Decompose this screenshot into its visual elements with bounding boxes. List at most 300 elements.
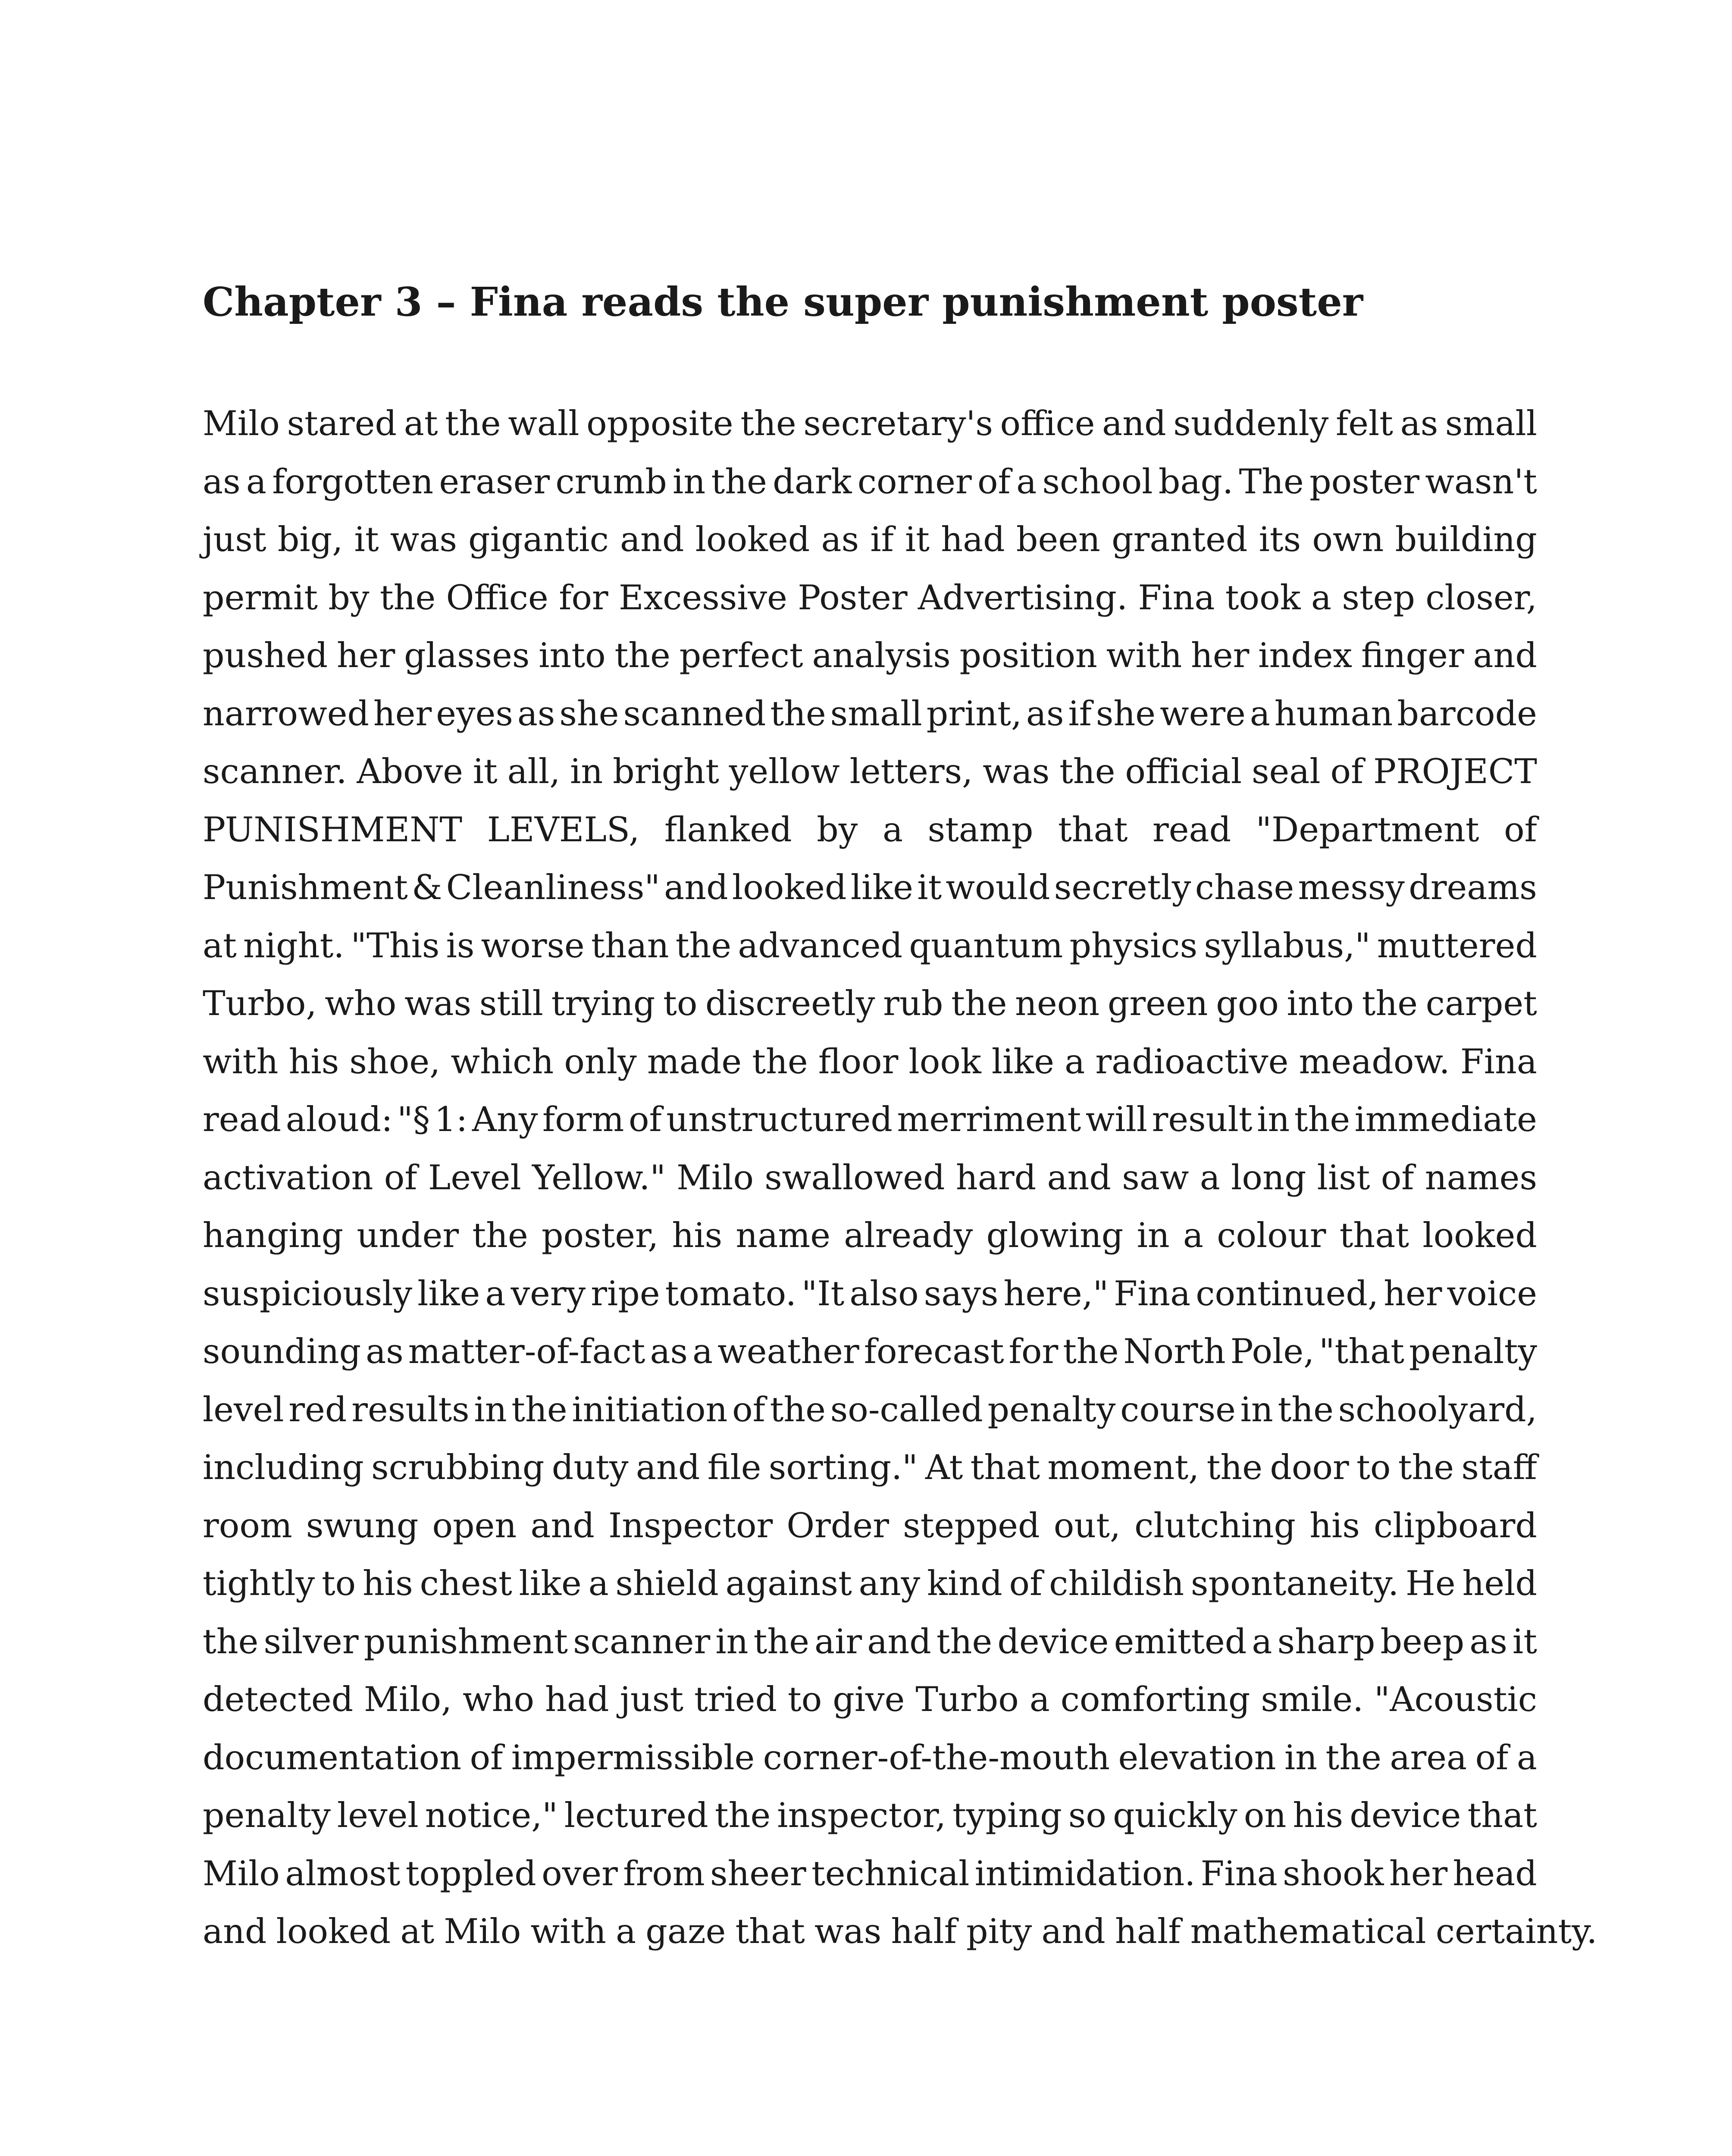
word: against <box>725 1564 852 1603</box>
word: intimidation. <box>974 1853 1196 1893</box>
word: and <box>620 520 684 559</box>
word: so-called <box>830 1389 983 1429</box>
text-line <box>203 801 1537 859</box>
word: 1: <box>434 1100 468 1139</box>
word: yellow <box>729 752 840 791</box>
word: step <box>1342 577 1415 617</box>
text-line <box>203 975 1537 1033</box>
word: a <box>882 809 903 849</box>
word: smile. <box>1261 1680 1364 1719</box>
word: a <box>1016 461 1037 501</box>
word: of <box>628 1100 662 1139</box>
word: meadow. <box>1299 1041 1450 1081</box>
word: discreetly <box>705 984 875 1023</box>
text-line <box>203 1438 1537 1497</box>
word: his <box>1293 1796 1344 1835</box>
word: gigantic <box>468 520 609 559</box>
word: sharp <box>1277 1621 1375 1661</box>
word: advanced <box>738 925 903 965</box>
text-line <box>203 1149 1537 1207</box>
word: red <box>288 1389 347 1429</box>
word: been <box>1016 520 1100 559</box>
word: eraser <box>439 461 550 501</box>
word: aloud: <box>285 1100 393 1139</box>
word: Advertising. <box>918 577 1128 617</box>
word: like <box>991 1041 1055 1081</box>
text-line <box>203 859 1537 917</box>
word: who <box>325 984 397 1023</box>
word: a <box>1200 1157 1220 1197</box>
word: silver <box>263 1621 359 1661</box>
word: "This <box>351 925 440 965</box>
word: almost <box>285 1853 401 1893</box>
word: Fina <box>1138 577 1215 617</box>
word: course <box>1120 1389 1236 1429</box>
word: a <box>692 1332 713 1371</box>
word: Cleanliness" <box>446 868 660 907</box>
word: hanging <box>203 1216 344 1255</box>
word: would <box>946 868 1050 907</box>
word: stamp <box>927 809 1034 849</box>
text-line <box>203 1206 1537 1265</box>
word: opposite <box>586 404 733 443</box>
word: made <box>647 1041 742 1081</box>
word: Order <box>786 1505 889 1545</box>
word: Office <box>446 577 548 617</box>
word: syllabus," <box>1204 925 1371 965</box>
word: of <box>470 1737 503 1777</box>
word: it <box>1512 1621 1537 1661</box>
word: seal <box>1251 752 1321 791</box>
word: physics <box>1069 925 1198 965</box>
word: her <box>373 693 432 733</box>
word: poster, <box>541 1216 659 1255</box>
word: just <box>203 520 266 559</box>
word: here," <box>1003 1273 1109 1313</box>
word: with <box>1106 636 1182 675</box>
word: under <box>357 1216 459 1255</box>
word: in <box>1240 1389 1273 1429</box>
word: impermissible <box>511 1737 755 1777</box>
word: Level <box>428 1157 521 1197</box>
word: colour <box>1217 1216 1326 1255</box>
word: detected <box>203 1680 354 1719</box>
word: glasses <box>404 636 530 675</box>
word: if <box>1068 693 1092 733</box>
word: results <box>351 1389 470 1429</box>
word: result <box>1152 1100 1253 1139</box>
word: and <box>636 1448 700 1487</box>
word: like <box>519 1564 582 1603</box>
word: the <box>1325 1737 1381 1777</box>
word: give <box>833 1680 905 1719</box>
word: shield <box>615 1564 719 1603</box>
word: Milo <box>677 1157 754 1197</box>
text-line <box>203 917 1537 975</box>
word: tightly <box>203 1564 315 1603</box>
word: already <box>844 1216 973 1255</box>
word: as <box>1400 404 1438 443</box>
word: night. <box>243 925 345 965</box>
word: in <box>1137 1216 1170 1255</box>
word: the <box>770 1389 826 1429</box>
word: typing <box>952 1796 1062 1835</box>
word: still <box>479 984 543 1023</box>
word: in <box>1257 1100 1290 1139</box>
word: as <box>1469 1621 1507 1661</box>
word: narrowed <box>203 693 370 733</box>
word: clutching <box>1134 1505 1296 1545</box>
word: quantum <box>909 925 1063 965</box>
word: comforting <box>1060 1680 1250 1719</box>
word: the <box>770 693 826 733</box>
word: name <box>736 1216 831 1255</box>
word: corner <box>857 461 972 501</box>
word: matter-of-fact <box>408 1332 645 1371</box>
word: at <box>400 1912 435 1951</box>
word: notice," <box>425 1796 558 1835</box>
word: that <box>1339 1216 1409 1255</box>
word: human <box>1274 693 1393 733</box>
text-line <box>203 395 1537 453</box>
word: wall <box>508 404 579 443</box>
word: penalty <box>1409 1332 1537 1371</box>
word: of <box>1381 1157 1414 1197</box>
word: scanned <box>623 693 766 733</box>
word: rub <box>883 984 943 1023</box>
word: "Department <box>1256 809 1479 849</box>
word: scanner. <box>203 752 347 791</box>
text-line <box>203 511 1537 569</box>
word: "§ <box>397 1100 430 1139</box>
text-line <box>203 1381 1537 1439</box>
word: wasn't <box>1425 461 1537 501</box>
word: letters, <box>849 752 973 791</box>
word: to <box>321 1564 356 1603</box>
word: and <box>1473 636 1537 675</box>
word: PROJECT <box>1373 752 1537 791</box>
word: as <box>821 520 859 559</box>
word: sorting." <box>768 1448 918 1487</box>
word: the <box>711 461 767 501</box>
word: Yellow." <box>532 1157 666 1197</box>
word: list <box>1317 1157 1370 1197</box>
word: Turbo, <box>203 984 317 1023</box>
word: suspiciously <box>203 1273 413 1313</box>
word: elevation <box>1118 1737 1276 1777</box>
word: a <box>1029 1680 1050 1719</box>
word: Fina <box>1200 1853 1278 1893</box>
word: corner-of-the-mouth <box>763 1737 1110 1777</box>
word: penalty <box>987 1389 1116 1429</box>
word: of <box>1475 1737 1509 1777</box>
word: for <box>1009 1332 1059 1371</box>
word: penalty <box>203 1796 331 1835</box>
word: messy <box>1298 868 1405 907</box>
word: moment, <box>1047 1448 1200 1487</box>
word: the <box>379 577 436 617</box>
word: immediate <box>1354 1100 1537 1139</box>
word: a <box>485 1273 506 1313</box>
word: that <box>970 1448 1040 1487</box>
word: on <box>1243 1796 1287 1835</box>
word: PUNISHMENT <box>203 809 463 849</box>
word: of <box>977 461 1011 501</box>
word: over <box>542 1853 618 1893</box>
word: tried <box>694 1680 777 1719</box>
text-line <box>203 1497 1537 1555</box>
word: dark <box>773 461 852 501</box>
word: tomato. <box>665 1273 796 1313</box>
word: is <box>446 925 475 965</box>
word: in <box>570 752 603 791</box>
word: the <box>752 1041 808 1081</box>
word: and <box>664 868 728 907</box>
word: the <box>1059 752 1115 791</box>
word: looked <box>732 868 847 907</box>
word: flanked <box>664 809 792 849</box>
word: pushed <box>203 636 328 675</box>
text-line <box>203 1786 1537 1845</box>
word: spontaneity. <box>1190 1564 1399 1603</box>
word: Milo, <box>364 1680 452 1719</box>
word: open <box>432 1505 517 1545</box>
word: the <box>675 925 732 965</box>
word: glowing <box>986 1216 1124 1255</box>
word: sounding <box>203 1332 361 1371</box>
word: with <box>203 1041 279 1081</box>
word: by <box>328 577 370 617</box>
body-paragraph <box>203 395 1597 1961</box>
word: LEVELS, <box>487 809 640 849</box>
word: & <box>412 868 442 907</box>
text-line <box>203 1265 1537 1323</box>
word: initiation <box>572 1389 728 1429</box>
word: that <box>1467 1796 1537 1835</box>
word: chase <box>1195 868 1294 907</box>
word: and <box>530 1505 595 1545</box>
word: and <box>867 1621 931 1661</box>
word: childish <box>1049 1564 1184 1603</box>
word: room <box>203 1505 292 1545</box>
word: position <box>959 636 1097 675</box>
word: goo <box>1216 984 1279 1023</box>
word: his <box>1309 1505 1360 1545</box>
word: at <box>404 404 438 443</box>
word: a <box>1183 1216 1204 1255</box>
word: permit <box>203 577 318 617</box>
word: index <box>1258 636 1353 675</box>
word: muttered <box>1377 925 1537 965</box>
word: floor <box>818 1041 899 1081</box>
word: at <box>203 925 237 965</box>
word: Any <box>472 1100 538 1139</box>
word: inspector, <box>777 1796 946 1835</box>
word: poster <box>1309 461 1420 501</box>
word: "It <box>801 1273 845 1313</box>
word: for <box>559 577 608 617</box>
word: was <box>404 984 472 1023</box>
word: as <box>366 1332 404 1371</box>
word: than <box>591 925 669 965</box>
word: chest <box>420 1564 512 1603</box>
text-line <box>203 569 1537 627</box>
word: kind <box>927 1564 1002 1603</box>
text-line <box>203 1091 1537 1149</box>
word: a <box>588 1564 609 1603</box>
word: the <box>753 1621 809 1661</box>
word: carpet <box>1425 984 1537 1023</box>
word: to <box>663 984 698 1023</box>
word: and <box>1102 404 1166 443</box>
word: his <box>288 1041 339 1081</box>
word: "Acoustic <box>1374 1680 1537 1719</box>
word: she <box>559 693 619 733</box>
word: of <box>384 1157 417 1197</box>
word: technical <box>811 1853 970 1893</box>
word: At <box>925 1448 963 1487</box>
word: lectured <box>564 1796 708 1835</box>
word: school <box>1042 461 1153 501</box>
word: level <box>203 1389 284 1429</box>
word: and <box>203 1912 267 1951</box>
word: she <box>1096 693 1156 733</box>
word: area <box>1390 1737 1467 1777</box>
word: gaze <box>645 1912 726 1951</box>
word: a <box>1311 577 1331 617</box>
word: file <box>707 1448 761 1487</box>
word: her <box>1191 636 1250 675</box>
word: of <box>732 1389 765 1429</box>
word: North <box>1123 1332 1226 1371</box>
word: mathematical <box>1190 1912 1426 1951</box>
word: the <box>1278 1389 1334 1429</box>
word: the <box>1362 984 1418 1023</box>
word: Fina <box>1460 1041 1537 1081</box>
word: print, <box>926 693 1022 733</box>
word: like <box>850 868 913 907</box>
word: in <box>673 461 706 501</box>
word: bright <box>613 752 719 791</box>
word: office <box>1000 404 1095 443</box>
word: and <box>1047 1157 1111 1197</box>
word: also <box>849 1273 919 1313</box>
word: shook <box>1283 1853 1384 1893</box>
text-line <box>203 685 1537 743</box>
word: as <box>517 693 555 733</box>
word: scanner <box>573 1621 711 1661</box>
word: his <box>672 1216 723 1255</box>
word: to <box>1356 1448 1391 1487</box>
word: read <box>1152 809 1231 849</box>
word: scrubbing <box>371 1448 545 1487</box>
word: granted <box>1112 520 1248 559</box>
word: a <box>1250 693 1270 733</box>
word: swallowed <box>764 1157 945 1197</box>
word: names <box>1425 1157 1537 1197</box>
word: looked <box>695 520 810 559</box>
word: Pole, <box>1230 1332 1315 1371</box>
word: ripe <box>591 1273 660 1313</box>
word: Excessive <box>618 577 787 617</box>
word: dreams <box>1409 868 1537 907</box>
word: stepped <box>903 1505 1040 1545</box>
word: in <box>1284 1737 1318 1777</box>
word: into <box>539 636 606 675</box>
text-line <box>203 1845 1537 1903</box>
word: like <box>417 1273 480 1313</box>
word: very <box>511 1273 586 1313</box>
text-line <box>203 1322 1537 1381</box>
word: with <box>530 1912 606 1951</box>
word: that <box>1058 809 1128 849</box>
word: a <box>1065 1041 1085 1081</box>
word: head <box>1453 1853 1537 1893</box>
word: in <box>474 1389 507 1429</box>
word: out, <box>1053 1505 1121 1545</box>
word: the <box>951 984 1007 1023</box>
text-line <box>203 1554 1537 1613</box>
word: long <box>1231 1157 1306 1197</box>
word: analysis <box>812 636 951 675</box>
word: weather <box>717 1332 859 1371</box>
word: including <box>203 1448 364 1487</box>
word: suddenly <box>1173 404 1329 443</box>
word: finger <box>1361 636 1464 675</box>
word: the <box>714 1796 771 1835</box>
word: his <box>363 1564 413 1603</box>
word: to <box>788 1680 822 1719</box>
word: was <box>983 752 1050 791</box>
word: merriment <box>897 1100 1081 1139</box>
word: worse <box>481 925 585 965</box>
word: closer, <box>1425 577 1537 617</box>
word: a <box>1252 1621 1272 1661</box>
word: had <box>941 520 1005 559</box>
word: forecast <box>864 1332 1004 1371</box>
word: half <box>1115 1912 1181 1951</box>
word: level <box>337 1796 419 1835</box>
word: staff <box>1461 1448 1537 1487</box>
word: trying <box>551 984 655 1023</box>
word: the <box>936 1621 993 1661</box>
word: neon <box>1015 984 1100 1023</box>
word: crumb <box>555 461 667 501</box>
word: will <box>1085 1100 1148 1139</box>
word: Above <box>357 752 463 791</box>
word: her <box>1389 1853 1448 1893</box>
word: all, <box>507 752 561 791</box>
word: beep <box>1380 1621 1465 1661</box>
word: certainty. <box>1435 1912 1597 1951</box>
word: of <box>1504 809 1537 849</box>
word: Fina <box>1114 1273 1191 1313</box>
word: green <box>1107 984 1208 1023</box>
word: took <box>1225 577 1301 617</box>
word: her <box>336 636 395 675</box>
word: looked <box>276 1912 391 1951</box>
word: that <box>735 1912 805 1951</box>
word: secretly <box>1054 868 1191 907</box>
word: look <box>908 1041 981 1081</box>
text-line <box>203 1613 1537 1671</box>
word: small <box>830 693 922 733</box>
word: radioactive <box>1095 1041 1289 1081</box>
word: continued, <box>1196 1273 1379 1313</box>
word: Milo <box>203 1853 280 1893</box>
word: He <box>1406 1564 1456 1603</box>
word: from <box>623 1853 705 1893</box>
